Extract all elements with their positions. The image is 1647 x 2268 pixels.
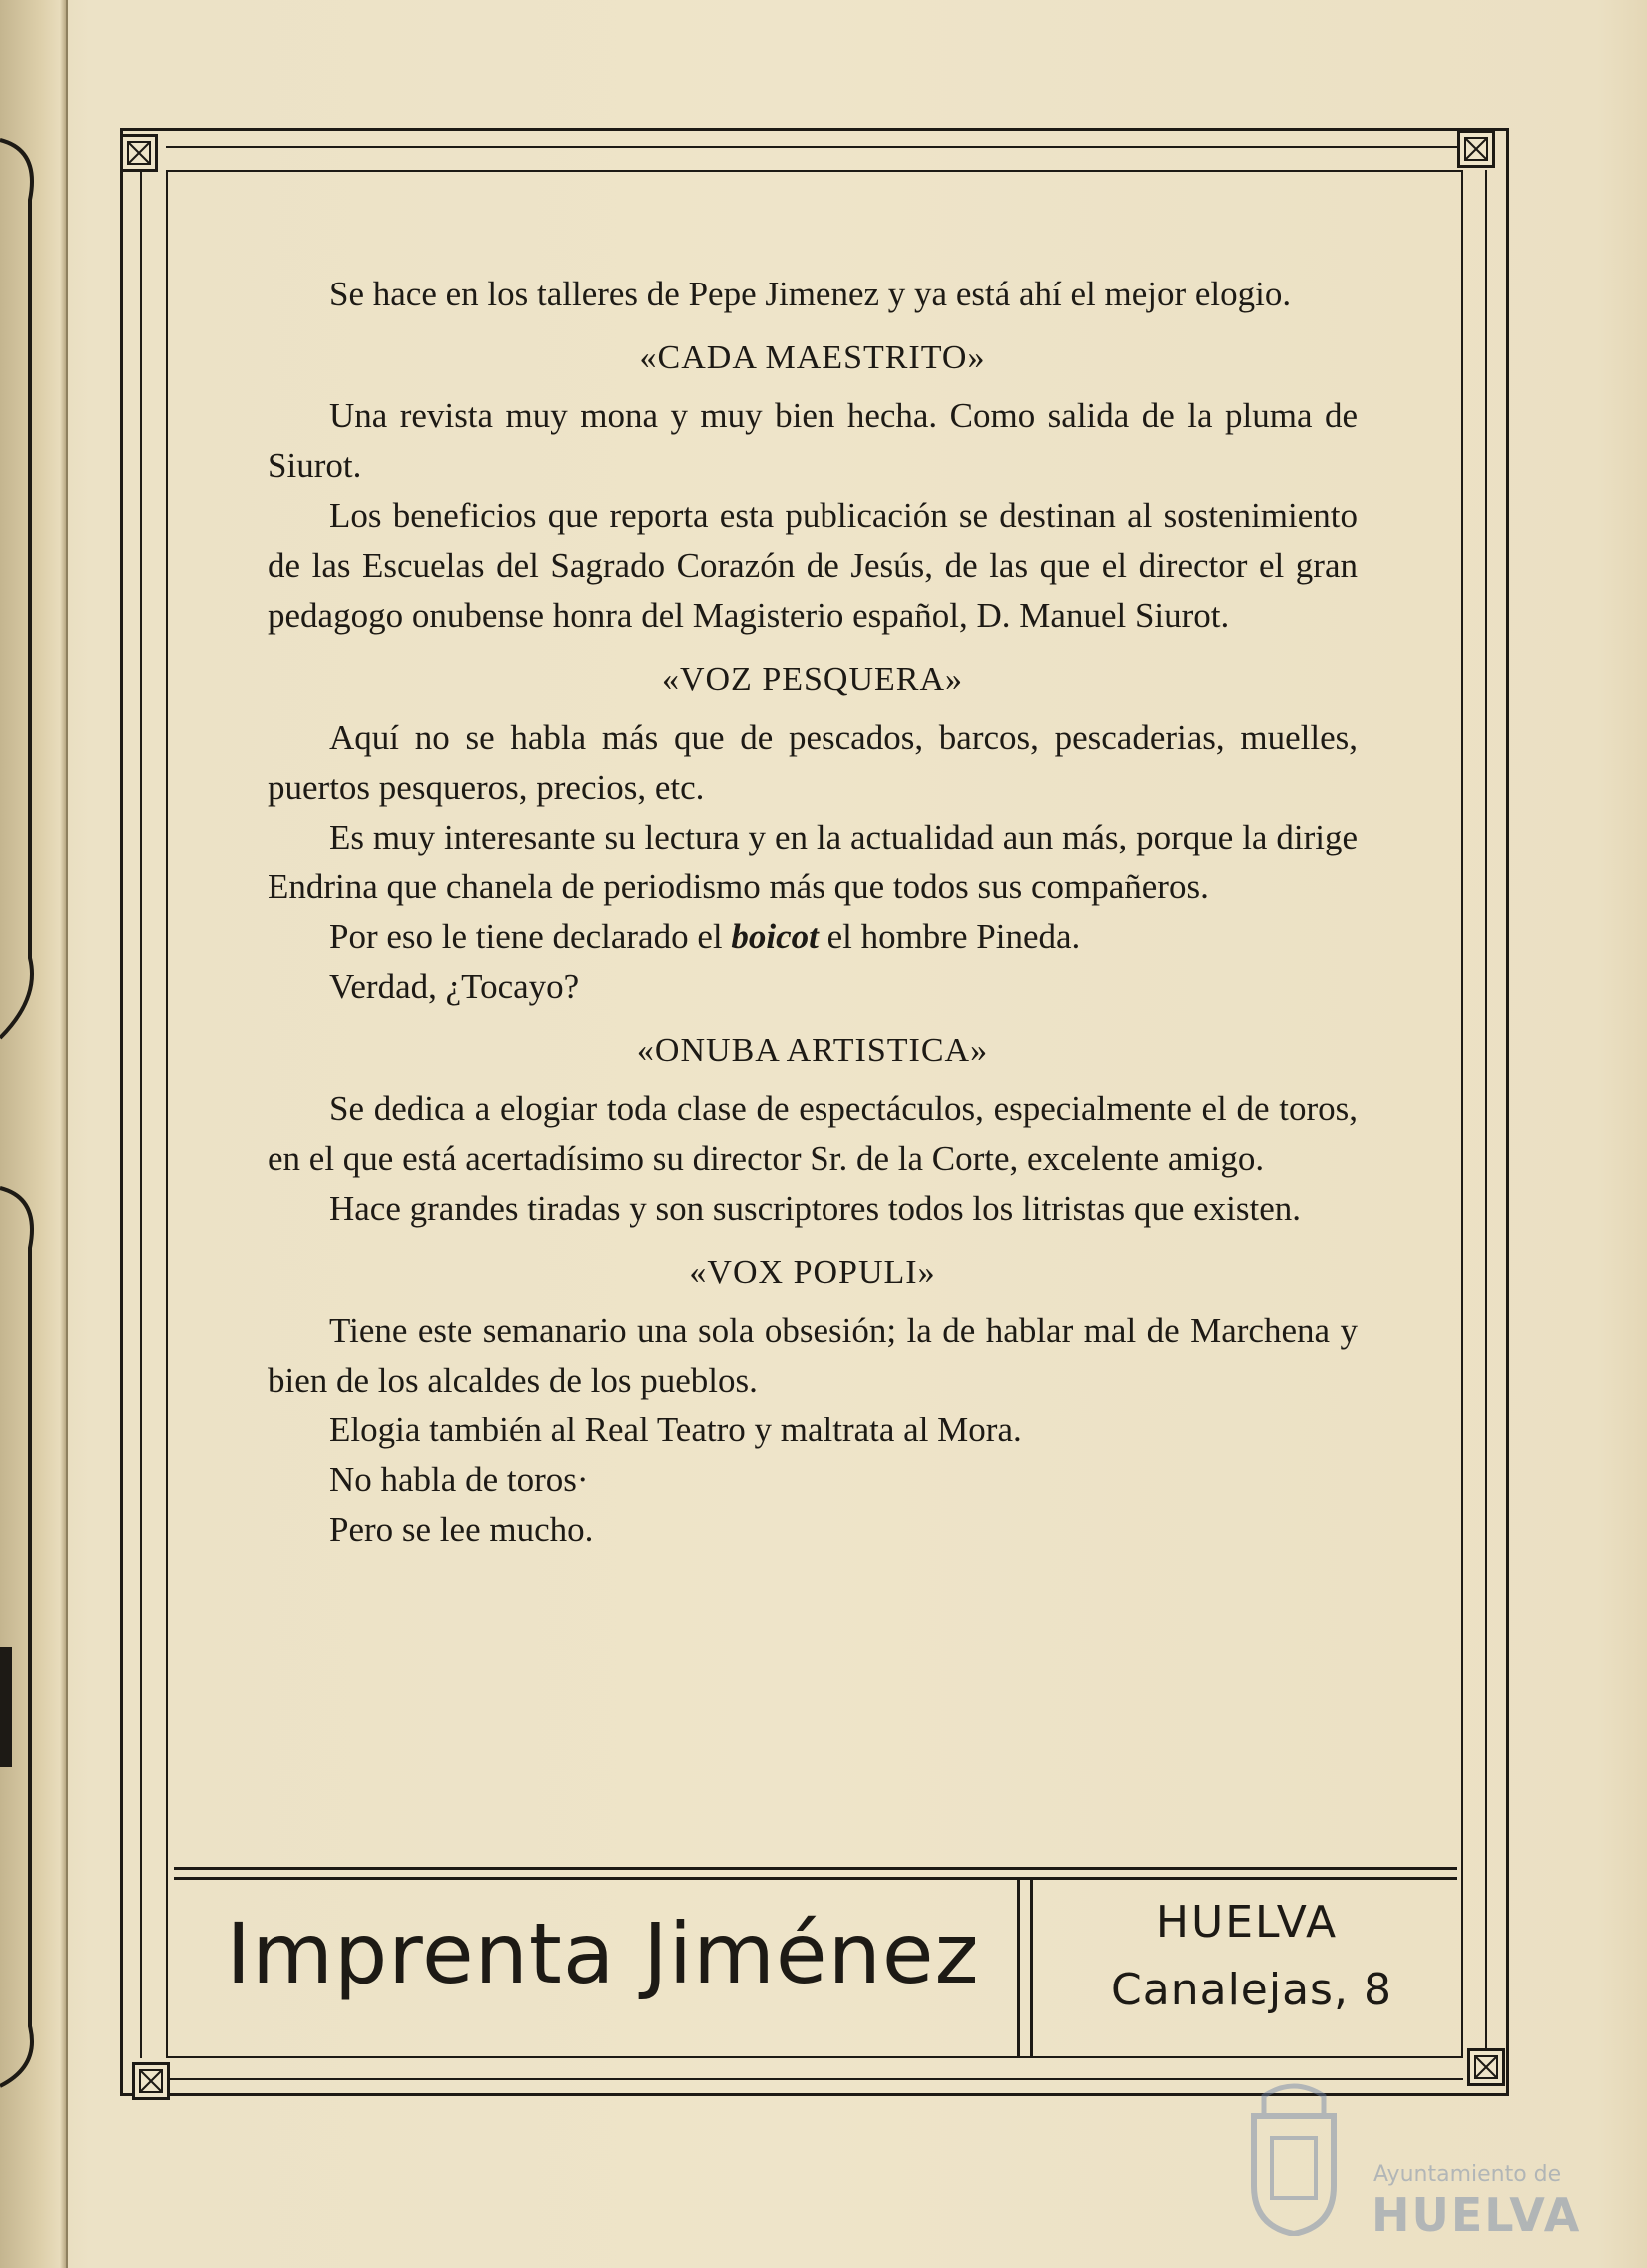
corner-box-top-right-icon	[1457, 130, 1495, 168]
paragraph-vox-populi-3: No habla de toros·	[329, 1460, 589, 1499]
coat-of-arms-icon	[1234, 2076, 1354, 2236]
paragraph-voz-pesquera-1: Aquí no se habla más que de pescados, barcos, pescaderias, muelles, puertos pesqueros, precios, etc.	[268, 718, 1358, 807]
paragraph-intro: Se hace en los talleres de Pepe Jimenez y ya está ahí el mejor elogio.	[329, 275, 1292, 313]
paragraph-text: Por eso le tiene declarado el	[329, 917, 732, 956]
spine-ornament-icon	[0, 0, 60, 2268]
paragraph-vox-populi-2: Elogia también al Real Teatro y maltrata al Mora.	[329, 1411, 1022, 1449]
paragraph-vox-populi-4: Pero se lee mucho.	[329, 1510, 594, 1549]
paragraph-voz-pesquera-2: Es muy interesante su lectura y en la actualidad aun más, porque la dirige Endrina que chanela de periodismo más que todos sus compañeros.	[268, 818, 1358, 906]
top-border-line	[166, 146, 1463, 148]
footer-divider	[1017, 1877, 1020, 2056]
heading-onuba-artistica: «ONUBA ARTISTICA»	[636, 1032, 989, 1069]
paragraph-onuba-artistica-1: Se dedica a elogiar toda clase de espectáculos, especialmente el de toros, en el que está acertadísimo su director Sr. de la Corte, excelente amigo.	[268, 1089, 1358, 1178]
left-border-line	[140, 170, 142, 2058]
archive-watermark	[1234, 2076, 1613, 2242]
article-body	[268, 270, 1358, 1555]
heading-cada-maestrito: «CADA MAESTRITO»	[639, 339, 986, 376]
paragraph-voz-pesquera-3	[268, 912, 1358, 962]
heading-vox-populi: «VOX POPULI»	[689, 1254, 936, 1291]
heading-voz-pesquera: «VOZ PESQUERA»	[661, 661, 964, 698]
printer-name: Imprenta Jiménez	[226, 1905, 980, 2002]
paragraph-cada-maestrito-1: Una revista muy mona y muy bien hecha. Como salida de la pluma de Siurot.	[268, 396, 1358, 485]
watermark-title: HUELVA	[1372, 2188, 1582, 2242]
footer-rule	[174, 1877, 1457, 1880]
right-border-line	[1485, 170, 1487, 2058]
italic-word: boicot	[731, 917, 819, 956]
paragraph-text: el hombre Pineda.	[818, 917, 1081, 956]
corner-box-top-left-icon	[120, 134, 158, 172]
watermark-subtitle: Ayuntamiento de	[1373, 2162, 1562, 2187]
paragraph-vox-populi-1: Tiene este semanario una sola obsesión; la de hablar mal de Marchena y bien de los alcaldes de los pueblos.	[268, 1311, 1358, 1400]
book-spine-edge	[0, 0, 68, 2268]
paragraph-cada-maestrito-2: Los beneficios que reporta esta publicación se destinan al sostenimiento de las Escuelas del Sagrado Corazón de Jesús, de las que el director el gran pedagogo onubense honra del Magisterio español, D. Manuel Siurot.	[268, 496, 1358, 635]
paragraph-voz-pesquera-4: Verdad, ¿Tocayo?	[329, 967, 580, 1006]
paragraph-onuba-artistica-2: Hace grandes tiradas y son suscriptores todos los litristas que existen.	[329, 1189, 1301, 1228]
corner-box-bottom-left-icon	[132, 2062, 170, 2100]
printer-address: Canalejas, 8	[1111, 1965, 1392, 2015]
printer-city: HUELVA	[1155, 1897, 1339, 1948]
printer-footer	[174, 1867, 1457, 2056]
footer-divider	[1030, 1877, 1033, 2056]
footer-rule	[174, 1867, 1457, 1870]
